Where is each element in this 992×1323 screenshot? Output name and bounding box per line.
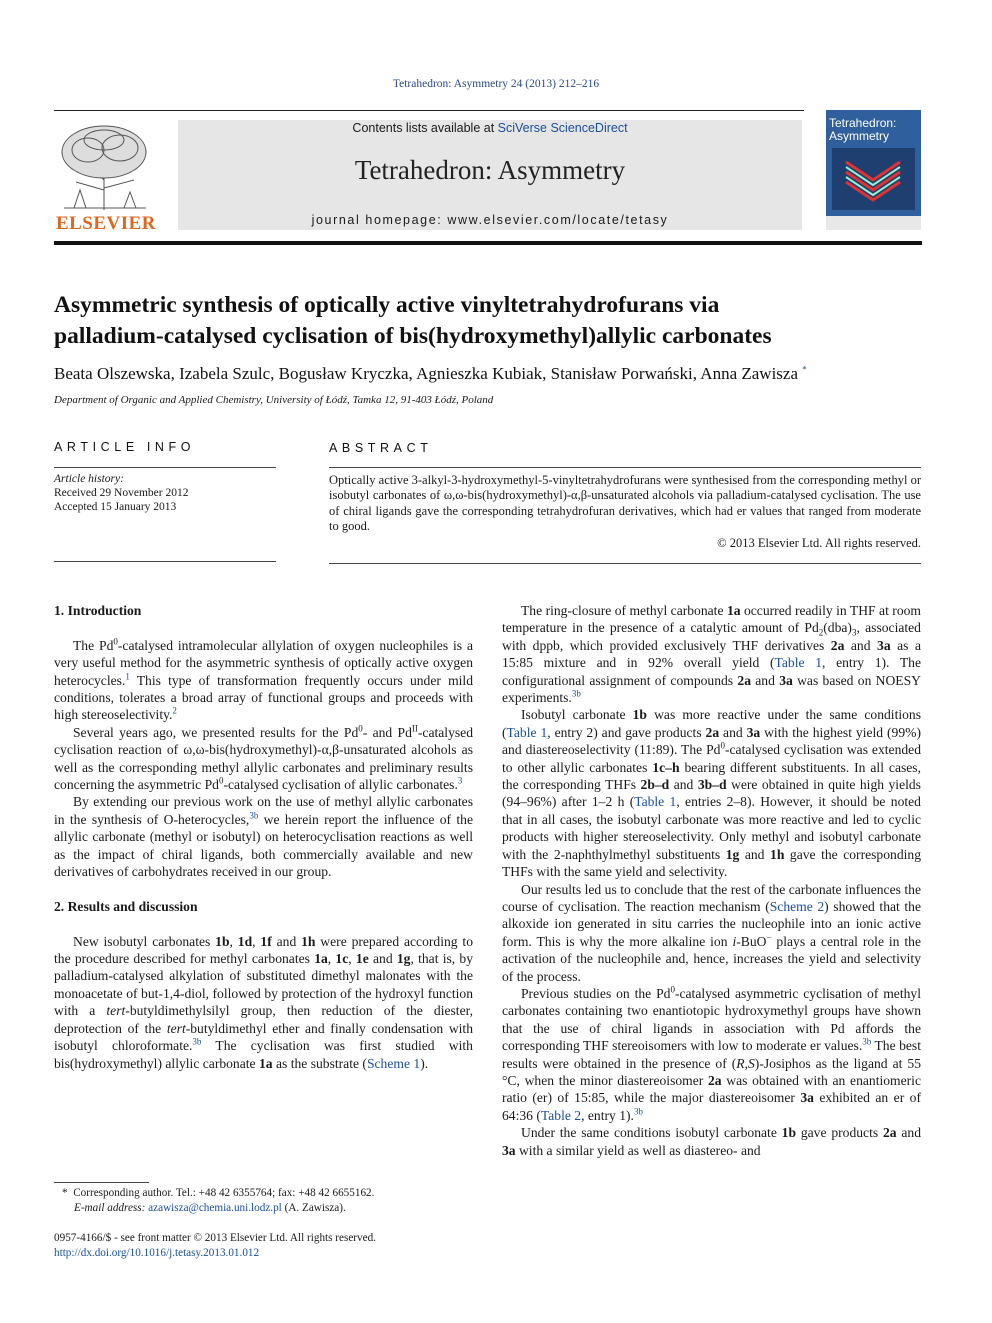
doi-link[interactable]: http://dx.doi.org/10.1016/j.tetasy.2013.01.012 — [54, 1246, 260, 1259]
article-title-line-1: Asymmetric synthesis of optically active vinyltetrahydrofurans via — [54, 292, 720, 318]
header-thick-rule — [54, 241, 922, 245]
footnote-rule — [54, 1182, 149, 1183]
introduction-heading: 1. Introduction — [54, 603, 142, 618]
authors-text: Beata Olszewska, Izabela Szulc, Bogusław Kryczka, Agnieszka Kubiak, Stanisław Porwański, Anna Zawisza — [54, 364, 799, 383]
results-paragraph-5: Previous studies on the Pd$^0$-catalysed asymmetric cyclisation of methyl carbonates containing two enantiotopic hydroxymethyl groups have shown that the use of chiral ligands in association with Pd affords the corresponding THF stereoisomers with low to moderate er values.$^{3b}$ The best results were obtained in the presence of (R,S)-Josiphos as the ligand at 55 °C, when the minor diastereoisomer 2a was obtained with an enantiomeric ratio (er) of 15:85, while the major diastereoisomer 3a exhibited an er of 64:36 (Table 2, entry 1).$^{3b}$ — [502, 984, 921, 1123]
right-column — [502, 602, 921, 1159]
left-column — [54, 602, 473, 1072]
article-title — [54, 290, 934, 352]
results-heading: 2. Results and discussion — [54, 898, 198, 914]
sciencedirect-link[interactable]: SciVerse ScienceDirect — [497, 121, 628, 135]
intro-paragraph-2: Several years ago, we presented results for the Pd$^0$- and $Pd^{II}$-catalysed cyclisation reaction of ω,ω-bis(hydroxymethyl)-α,β-unsaturated alcohols as well as the corresponding methyl allylic carbonates and preliminary results concerning the asymmetric Pd$^0$-catalysed cyclisation of allylic carbonates.$^3$ — [54, 723, 474, 793]
front-matter — [54, 1231, 484, 1260]
elsevier-wordmark: ELSEVIER — [55, 213, 157, 234]
intro-paragraph-1: The Pd$^0$-catalysed intramolecular allylation of oxygen nucleophiles is a very useful method for the asymmetric synthesis of optically active oxygen heterocycles.$^1$ This type of transformation frequently occurs under mild conditions, tolerates a broad array of functional groups and proceeds with high stereoselectivity.$^2$ — [54, 636, 473, 723]
footnote-star: * — [62, 1187, 68, 1199]
abstract-copyright: © 2013 Elsevier Ltd. All rights reserved. — [717, 536, 921, 550]
journal-citation: Tetrahedron: Asymmetry 24 (2013) 212–216 — [392, 78, 600, 90]
intro-paragraph-3: By extending our previous work on the use of methyl allylic carbonates in the synthesis of O-heterocycles,$^{3b}$ we herein report the influence of the allylic carbonate (methyl or isobutyl) on heterocyclisation reactions as well as the impact of chiral ligands, both commercially available and new derivatives of carbohydrates received in our group. — [54, 794, 473, 880]
abstract-heading: ABSTRACT — [329, 441, 433, 455]
email-label: E-mail address: — [74, 1201, 146, 1214]
article-info-rule — [54, 467, 276, 468]
email-owner: (A. Zawisza). — [284, 1201, 346, 1214]
journal-title: Tetrahedron: Asymmetry — [354, 155, 626, 185]
abstract-bottom-rule — [329, 563, 921, 564]
results-paragraph-3: Isobutyl carbonate 1b was more reactive under the same conditions (Table 1, entry 2) and gave products 2a and 3a with the highest yield (99%) and diastereoselectivity (11:89). The Pd$^0$-catalysed cyclisation was extended to other allylic carbonates 1c–h bearing different substituents. In all cases, the corresponding THFs 2b–d and 3b–d were obtained in quite high yields (94–96%) after 1–2 h (Table 1, entries 2–8). However, it should be noted that in all cases, the isobutyl carbonate was more reactive and led to cyclic products with higher stereoselectivity. Only methyl and isobutyl carbonate with the 2-naphthylmethyl substituents 1g and 1h gave the corresponding THFs with the same yield and selectivity. — [502, 707, 922, 880]
article-history — [54, 472, 276, 514]
abstract-text: Optically active 3-alkyl-3-hydroxymethyl-5-vinyltetrahydrofurans were synthesised from the corresponding methyl or isobutyl carbonates of ω,ω-bis(hydroxymethyl)-α,β-unsaturated alcohols via palladium-catalysed cyclisation. The use of chiral ligands gave the corresponding tetrahydrofuran derivatives, which had er values that ranged from moderate to good. — [329, 473, 921, 533]
issn-line: 0957-4166/$ - see front matter © 2013 Elsevier Ltd. All rights reserved. — [54, 1232, 376, 1244]
results-paragraph-1: New isobutyl carbonates 1b, 1d, 1f and 1h were prepared according to the procedure described for methyl carbonates 1a, 1c, 1e and 1g, that is, by palladium-catalysed alkylation of substituted dimethyl malonates with the monoacetate of but-1,4-diol, followed by protection of the hydroxyl function with a tert-butyldimethylsilyl group, then reduction of the diester, deprotection of the tert-butyldimethyl ether and finally condensation with isobutyl chloroformate.$^{3b}$ The cyclisation was first studied with bis(hydroxymethyl) allylic carbonate 1a as the substrate (Scheme 1). — [54, 933, 474, 1071]
results-paragraph-4: Our results led us to conclude that the rest of the carbonate influences the course of cyclisation. The reaction mechanism (Scheme 2) showed that the alkoxide ion generated in situ carries the nucleophile into an ionic active form. This is why the more alkaline ion i-BuO− plays a central role in the activation of the nucleophile and, hence, increases the yield and selectivity of the process. — [502, 881, 921, 984]
history-label: Article history: — [54, 473, 124, 485]
contents-prefix: Contents lists available at — [352, 121, 495, 135]
cover-journal-title: Tetrahedron: Asymmetry — [829, 116, 897, 143]
affiliation: Department of Organic and Applied Chemistry, University of Łódź, Tamka 12, 91-403 Łódź, Poland — [54, 394, 494, 406]
header-top-rule — [54, 110, 804, 111]
abstract-rule — [329, 467, 921, 468]
received-date: Received 29 November 2012 — [54, 487, 189, 499]
results-paragraph-2: The ring-closure of methyl carbonate 1a occurred readily in THF at room temperature in the presence of a catalytic amount of $Pd_2(dba)_3$, associated with dppb, which provided exclusively THF derivatives 2a and 3a as a 15:85 mixture and in 92% overall yield (Table 1, entry 1). The configurational assignment of compounds 2a and 3a was based on NOESY experiments.$^{3b}$ — [502, 603, 921, 706]
journal-homepage[interactable]: journal homepage: www.elsevier.com/locate/tetasy — [311, 213, 669, 227]
author-list — [54, 364, 934, 384]
article-info-bottom-rule — [54, 561, 276, 562]
email-link[interactable]: azawisza@chemia.uni.lodz.pl — [148, 1201, 282, 1214]
results-paragraph-6: Under the same conditions isobutyl carbonate 1b gave products 2a and 3a with a similar yield as well as diastereo- and — [502, 1125, 921, 1158]
article-info-heading: ARTICLE INFO — [54, 440, 196, 454]
article-title-line-2: palladium-catalysed cyclisation of bis(hydroxymethyl)allylic carbonates — [54, 323, 772, 349]
corresponding-author-mark[interactable]: * — [802, 364, 807, 375]
accepted-date: Accepted 15 January 2013 — [54, 501, 177, 513]
corresponding-author-details: Corresponding author. Tel.: +48 42 6355764; fax: +48 42 6655162. — [73, 1187, 375, 1199]
contents-line — [178, 121, 802, 135]
corresponding-footnote — [62, 1186, 482, 1215]
